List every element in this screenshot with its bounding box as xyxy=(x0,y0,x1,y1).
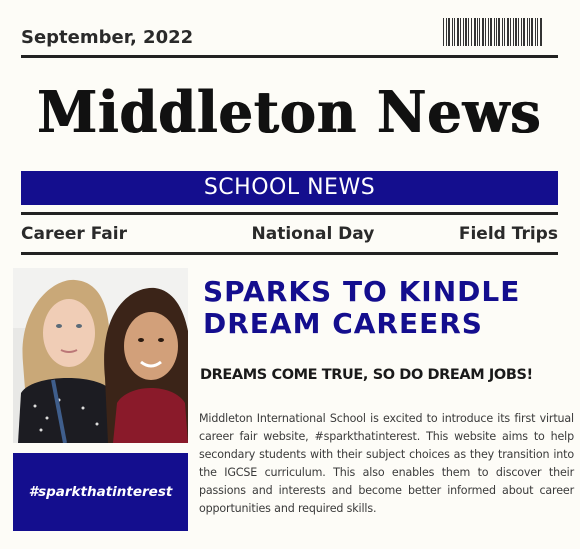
nav-link-field-trips[interactable]: Field Trips xyxy=(458,224,558,244)
section-nav xyxy=(21,224,558,244)
hashtag-box xyxy=(13,453,188,531)
feature-photo xyxy=(13,268,188,443)
section-title-bar: SCHOOL NEWS xyxy=(21,171,558,205)
nav-link-national-day[interactable]: National Day xyxy=(251,224,375,244)
middle-rule xyxy=(21,212,558,215)
hashtag-label: #sparkthatinterest xyxy=(28,484,173,500)
article-body: Middleton International School is excited to introduce its first virtual career fair website, #sparkthatinterest. This website aims to help secondary students with their subject choices as they transition into the IGCSE curriculum. This also enables them to discover their passions and interests and become better informed about career opportunities and required skills. xyxy=(199,412,574,515)
barcode-icon xyxy=(443,18,556,46)
article-headline: SPARKS TO KINDLE DREAM CAREERS xyxy=(203,275,521,340)
nav-link-career-fair[interactable]: Career Fair xyxy=(21,224,127,244)
masthead-title: Middleton News xyxy=(37,78,542,146)
top-rule xyxy=(21,55,558,58)
date-label: September, 2022 xyxy=(21,27,194,48)
article-subhead: DREAMS COME TRUE, SO DO DREAM JOBS! xyxy=(200,367,533,383)
lower-rule xyxy=(21,252,558,255)
